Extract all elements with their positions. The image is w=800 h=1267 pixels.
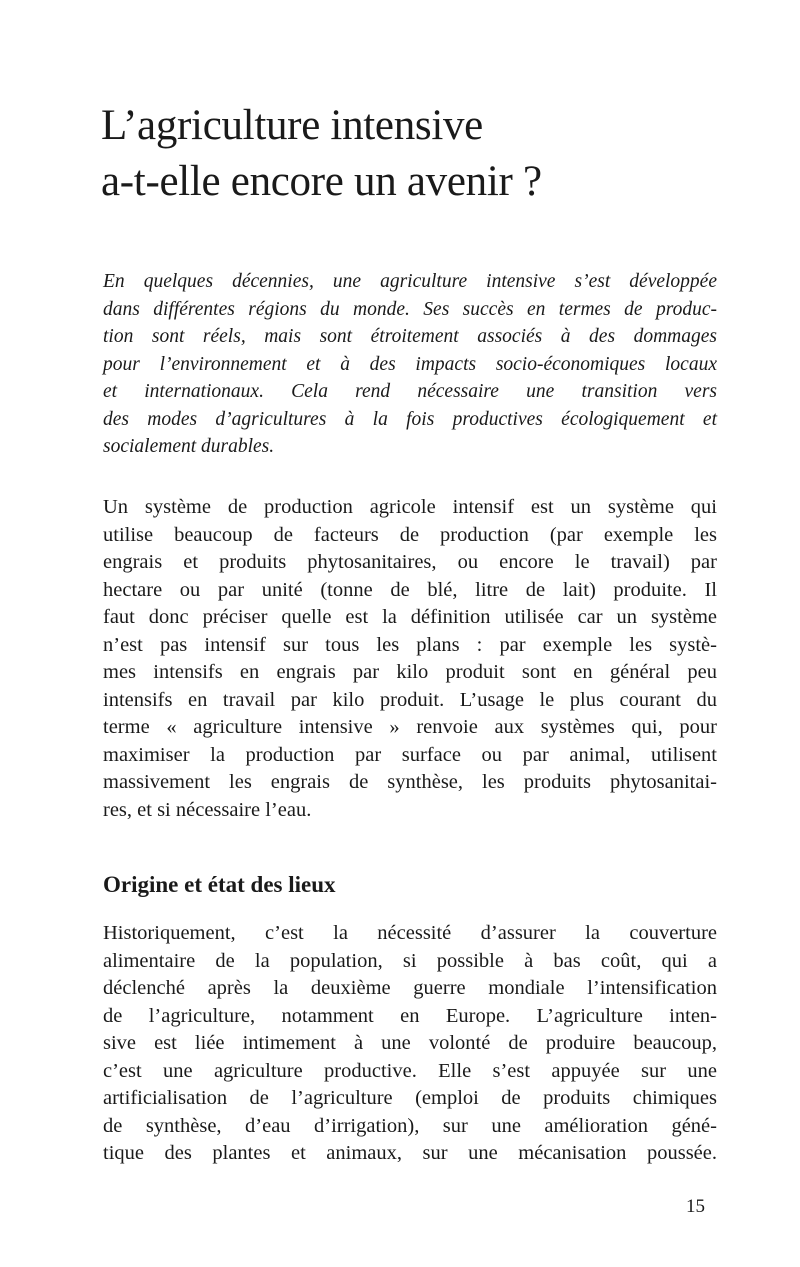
paragraph-line: intensifs en travail par kilo produit. L’usage le plus courant du	[103, 688, 717, 711]
paragraph-line: Historiquement, c’est la nécessité d’assurer la couverture	[103, 922, 717, 944]
paragraph-line: de l’agriculture, notamment en Europe. L’agriculture inten-	[103, 1004, 717, 1027]
chapter-title	[101, 98, 741, 210]
body-paragraph	[103, 494, 717, 824]
paragraph-line: artificialisation de l’agriculture (emploi de produits chimiques	[103, 1087, 717, 1109]
paragraph-line: c’est une agriculture productive. Elle s’est appuyée sur une	[103, 1059, 717, 1082]
page-number: 15	[686, 1196, 705, 1217]
abstract-line: dans différentes régions du monde. Ses succès en termes de produc-	[103, 298, 717, 320]
paragraph-line: déclenché après la deuxième guerre mondiale l’intensification	[103, 977, 717, 999]
paragraph-line: tique des plantes et animaux, sur une mécanisation poussée.	[103, 1142, 717, 1164]
paragraph-line: sive est liée intimement à une volonté de produire beaucoup,	[103, 1032, 717, 1054]
abstract-line: En quelques décennies, une agriculture intensive s’est développée	[103, 271, 717, 292]
body-paragraph	[103, 920, 717, 1168]
paragraph-line: maximiser la production par surface ou par animal, utilisent	[103, 743, 717, 766]
paragraph-line: terme « agriculture intensive » renvoie aux systèmes qui, pour	[103, 716, 717, 738]
paragraph-line: utilise beaucoup de facteurs de production (par exemple les	[103, 523, 717, 546]
abstract-line: socialement durables.	[103, 436, 275, 457]
paragraph-line: engrais et produits phytosanitaires, ou encore le travail) par	[103, 551, 717, 573]
chapter-title-line: L’agriculture intensive	[101, 102, 483, 149]
paragraph-line: hectare ou par unité (tonne de blé, litre de lait) produite. Il	[103, 578, 717, 601]
abstract-line: des modes d’agricultures à la fois productives écologiquement et	[103, 408, 717, 430]
paragraph-line: massivement les engrais de synthèse, les produits phytosanitai-	[103, 771, 717, 793]
paragraph-line: mes intensifs en engrais par kilo produit sont en général peu	[103, 661, 717, 683]
abstract-line: et internationaux. Cela rend nécessaire une transition vers	[103, 381, 717, 402]
chapter-abstract	[103, 268, 717, 461]
paragraph-line: de synthèse, d’eau d’irrigation), sur une amélioration géné-	[103, 1114, 717, 1137]
paragraph-line: res, et si nécessaire l’eau.	[103, 798, 312, 821]
paragraph-line: alimentaire de la population, si possible à bas coût, qui a	[103, 949, 717, 972]
abstract-line: tion sont réels, mais sont étroitement associés à des dommages	[103, 326, 717, 347]
abstract-line: pour l’environnement et à des impacts socio-économiques locaux	[103, 353, 717, 375]
chapter-title-line: a-t-elle encore un avenir ?	[101, 158, 542, 205]
paragraph-line: faut donc préciser quelle est la définition utilisée car un système	[103, 606, 717, 628]
section-heading: Origine et état des lieux	[103, 872, 336, 897]
paragraph-line: n’est pas intensif sur tous les plans : par exemple les systè-	[103, 633, 717, 656]
paragraph-line: Un système de production agricole intensif est un système qui	[103, 496, 717, 518]
